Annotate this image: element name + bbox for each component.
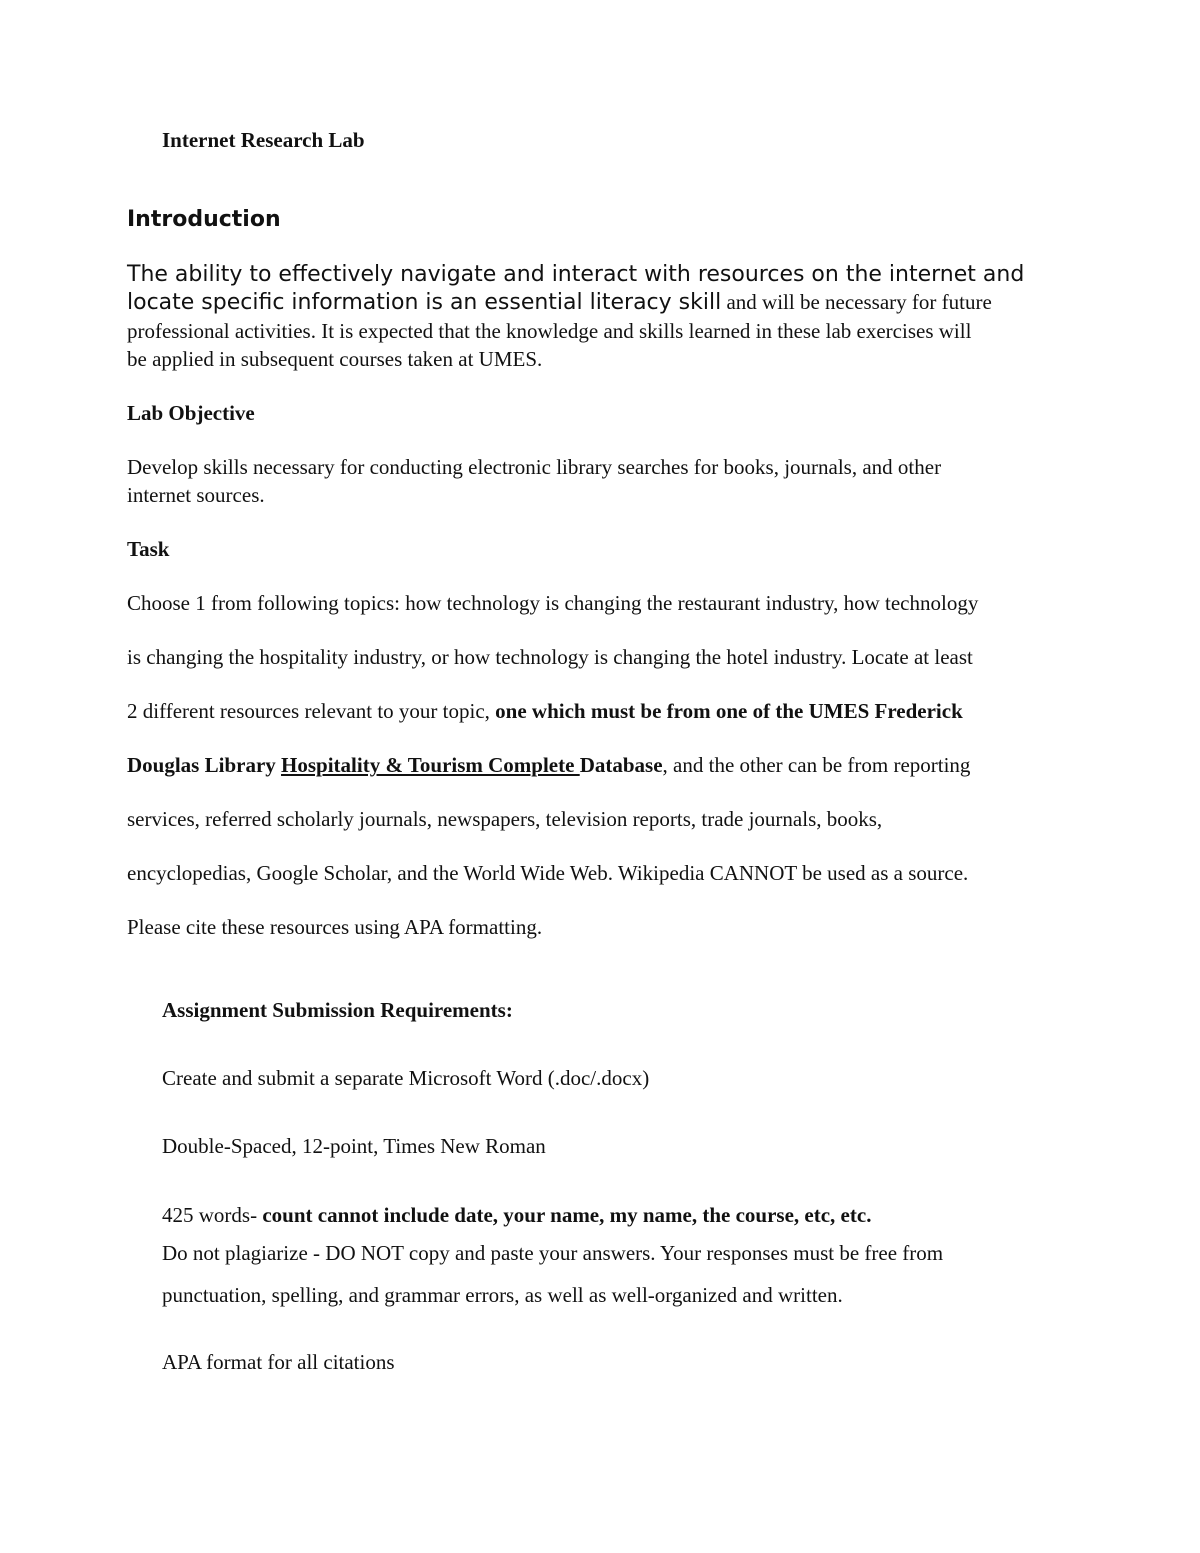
task-line: encyclopedias, Google Scholar, and the World Wide Web. Wikipedia CANNOT be used as a source. [127,861,969,885]
requirement-item: Double-Spaced, 12-point, Times New Roman [162,1134,546,1158]
task-heading: Task [127,537,170,561]
task-line: Douglas Library Hospitality & Tourism Complete Database, and the other can be from reporting [127,753,971,777]
intro-line: The ability to effectively navigate and interact with resources on the internet and [127,262,1025,287]
requirement-line: punctuation, spelling, and grammar errors, as well as well-organized and written. [162,1283,843,1307]
requirement-item: Create and submit a separate Microsoft Word (.doc/.docx) [162,1066,650,1090]
requirement-item: 425 words- count cannot include date, your name, my name, the course, etc, etc. [162,1203,872,1227]
intro-heading: Introduction [127,207,281,232]
hospitality-tourism-database-link[interactable]: Hospitality & Tourism Complete [281,753,580,777]
task-line: Choose 1 from following topics: how technology is changing the restaurant industry, how technology [127,591,979,615]
intro-line: locate specific information is an essential literacy skill and will be necessary for future [127,290,992,315]
objective-line: Develop skills necessary for conducting electronic library searches for books, journals, and other [127,455,942,479]
objective-heading: Lab Objective [127,401,255,425]
objective-paragraph [127,455,1107,515]
task-line: services, referred scholarly journals, newspapers, television reports, trade journals, books, [127,807,883,831]
objective-line: internet sources. [127,483,265,507]
requirement-item: APA format for all citations [162,1350,395,1374]
intro-line: professional activities. It is expected that the knowledge and skills learned in these lab exercises will [127,319,972,343]
task-line: Please cite these resources using APA formatting. [127,915,543,939]
task-line: is changing the hospitality industry, or how technology is changing the hotel industry. Locate at least [127,645,973,669]
task-paragraph [127,591,1107,951]
requirement-item [162,1241,1122,1311]
requirements-heading: Assignment Submission Requirements: [162,998,513,1022]
document-title: Internet Research Lab [162,128,365,152]
requirement-line: Do not plagiarize - DO NOT copy and paste your answers. Your responses must be free from [162,1241,944,1265]
task-line: 2 different resources relevant to your topic, one which must be from one of the UMES Frederick [127,699,963,723]
intro-line: be applied in subsequent courses taken at UMES. [127,347,543,371]
intro-paragraph [127,262,1107,382]
